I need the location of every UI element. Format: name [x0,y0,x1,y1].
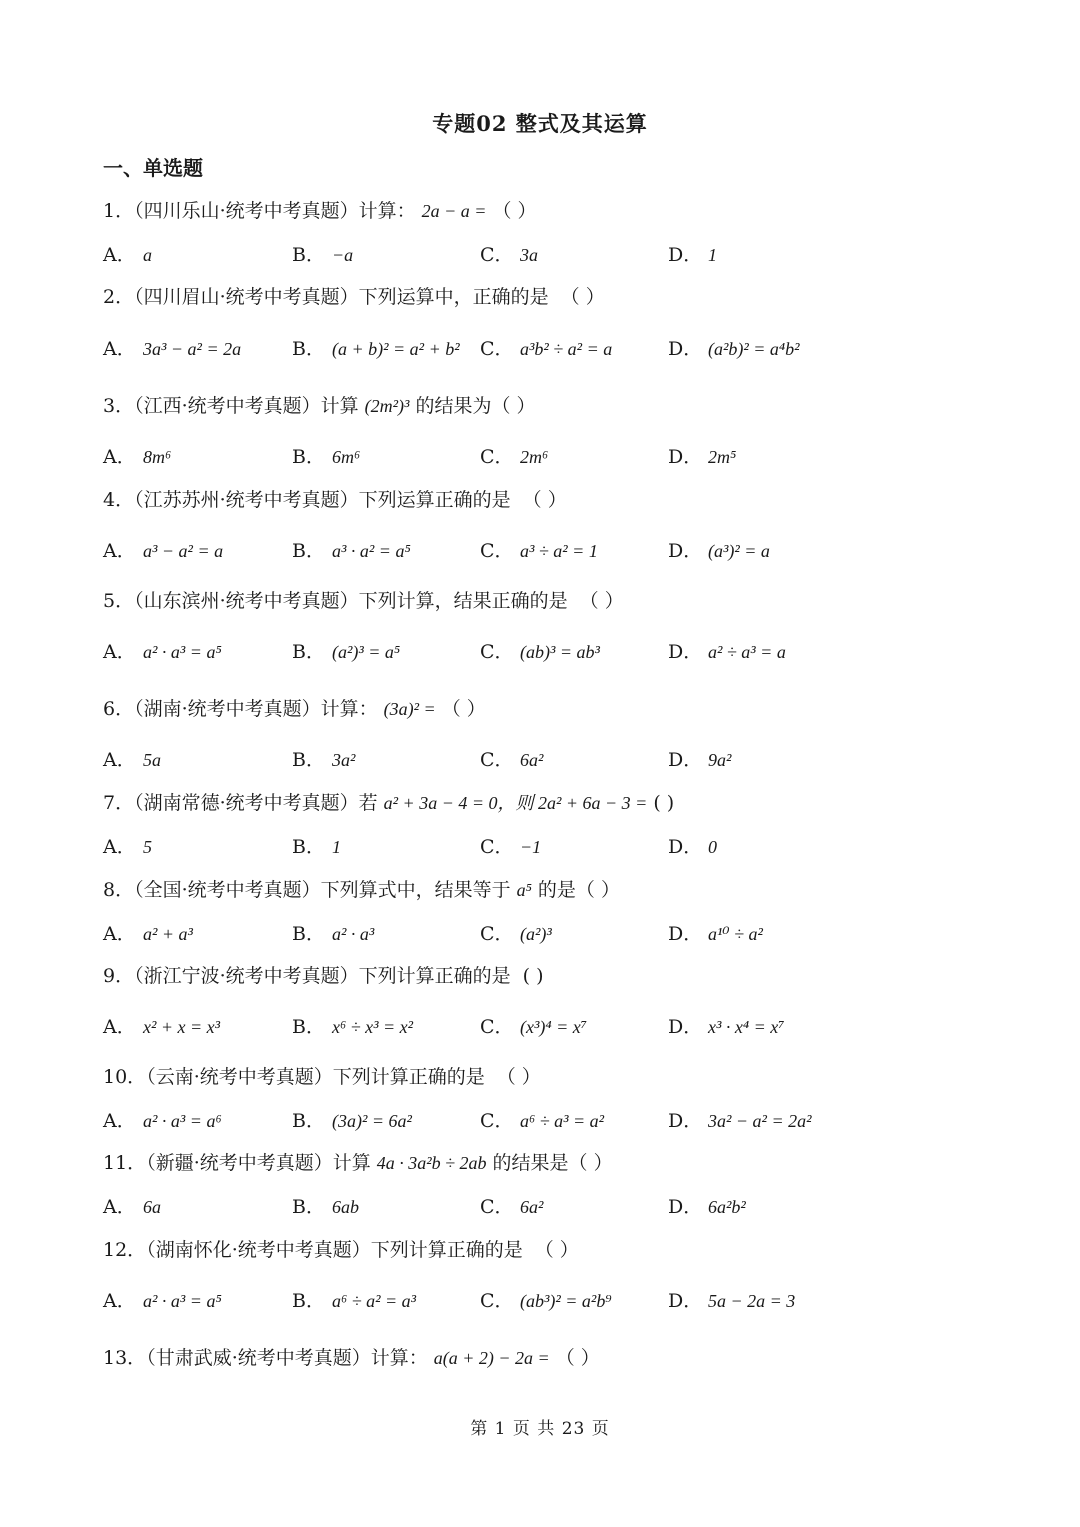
option-letter: A． [103,1016,136,1038]
question-source: （湖南常德·统考中考真题） [134,792,359,814]
option-a [103,1286,222,1316]
option-b [292,442,360,472]
option-d [668,919,763,949]
question-source: （湖南怀化·统考中考真题） [146,1239,371,1261]
question-text: 下列计算正确的是 [332,1066,485,1088]
option-letter: B． [292,446,325,468]
question-tail: ( ) [653,792,675,814]
option-expression: 6m⁶ [332,447,361,467]
option-letter: D． [668,1196,703,1218]
question-expression: 2a − a = [421,201,487,221]
options-row [103,536,1003,566]
option-d [668,1286,795,1316]
option-b [292,745,355,775]
option-c [480,919,552,949]
options-row [103,1106,1003,1136]
question-tail: 的结果为（ ） [415,395,536,417]
question-tail: （ ） [560,286,605,308]
question-text: 下列计算，结果正确的是 [358,590,568,612]
option-b [292,919,374,949]
option-expression: 3a [520,245,538,265]
option-expression: (ab)³ = ab³ [520,642,600,662]
options-row [103,637,1003,667]
question-5 [103,587,1003,615]
option-expression: a⁶ ÷ a² = a³ [332,1291,417,1311]
option-letter: A． [103,244,136,266]
question-text: 计算 [320,395,359,417]
option-a [103,832,152,862]
question-source: （甘肃武威·统考中考真题） [146,1347,371,1369]
option-a [103,1012,220,1042]
option-letter: D． [668,540,703,562]
option-b [292,334,460,364]
option-letter: B． [292,1016,325,1038]
option-c [480,832,541,862]
option-letter: A． [103,1290,136,1312]
option-expression: 9a² [708,750,732,770]
question-text: 下列运算正确的是 [358,489,511,511]
question-2 [103,283,1003,311]
option-d [668,442,736,472]
options-row [103,832,1003,862]
option-expression: 6a² [520,1197,544,1217]
option-letter: C． [480,836,514,858]
option-b [292,637,400,667]
question-text: 下列计算正确的是 [370,1239,523,1261]
page-title: 专题02 整式及其运算 [432,111,648,136]
question-tail: （ ） [555,1347,600,1369]
question-number: 3． [103,395,135,417]
option-c [480,1192,543,1222]
question-tail: ( ) [522,965,544,987]
option-letter: A． [103,749,136,771]
option-letter: C． [480,446,514,468]
option-expression: a³ ÷ a² = 1 [520,541,598,561]
option-letter: C． [480,1196,514,1218]
option-letter: D． [668,749,703,771]
option-letter: C． [480,1016,514,1038]
option-expression: 3a² − a² = 2a² [708,1111,812,1131]
option-letter: C． [480,338,514,360]
question-text: 计算： [370,1347,428,1369]
option-a [103,1106,222,1136]
option-c [480,536,598,566]
option-letter: B． [292,923,325,945]
option-expression: (a²)³ [520,924,552,944]
option-letter: C． [480,540,514,562]
question-source: （全国·统考中考真题） [134,879,321,901]
options-row [103,1012,1003,1042]
option-a [103,919,193,949]
question-number: 2． [103,286,135,308]
option-expression: (a²)³ = a⁵ [332,642,401,662]
question-7 [103,789,1003,817]
option-expression: 8m⁶ [143,447,172,467]
option-expression: (3a)² = 6a² [332,1111,412,1131]
option-expression: a¹⁰ ÷ a² [708,924,763,944]
question-tail: （ ） [534,1239,579,1261]
option-expression: (ab³)² = a²b⁹ [520,1291,612,1311]
option-b [292,1106,412,1136]
option-expression: 3a³ − a² = 2a [143,339,242,359]
option-letter: A． [103,836,136,858]
question-expression: (2m²)³ [364,396,410,416]
option-c [480,1106,604,1136]
question-number: 13． [103,1347,147,1369]
option-letter: B． [292,540,325,562]
option-b [292,1012,413,1042]
question-number: 1． [103,200,135,222]
option-expression: 6a [143,1197,161,1217]
option-expression: 3a² [332,750,356,770]
question-source: （新疆·统考中考真题） [146,1152,333,1174]
question-source: （云南·统考中考真题） [146,1066,333,1088]
option-expression: x⁶ ÷ x³ = x² [332,1017,414,1037]
option-expression: a² · a³ = a⁵ [143,1291,222,1311]
option-d [668,536,770,566]
option-a [103,442,171,472]
question-expression: a(a + 2) − 2a = [433,1348,550,1368]
option-b [292,536,411,566]
option-expression: (a²b)² = a⁴b² [708,339,800,359]
option-letter: B． [292,641,325,663]
option-expression: 5 [143,837,152,857]
option-b [292,240,353,270]
option-letter: A． [103,641,136,663]
question-expression: 4a · 3a²b ÷ 2ab [376,1153,487,1173]
option-c [480,240,538,270]
option-expression: 1 [708,245,717,265]
option-d [668,637,786,667]
question-expression: a² + 3a − 4 = 0，则 2a² + 6a − 3 = [383,793,648,813]
question-number: 10． [103,1066,147,1088]
option-letter: A． [103,1196,136,1218]
option-d [668,745,731,775]
option-expression: (a + b)² = a² + b² [332,339,460,359]
option-expression: a² · a³ = a⁵ [143,642,222,662]
option-a [103,1192,161,1222]
option-d [668,334,800,364]
option-expression: a² · a³ = a⁶ [143,1111,222,1131]
option-c [480,442,548,472]
option-a [103,745,161,775]
section-heading: 一、单选题 [103,156,203,180]
option-letter: D． [668,1110,703,1132]
option-a [103,637,222,667]
option-letter: B． [292,836,325,858]
option-expression: a³b² ÷ a² = a [520,339,613,359]
options-row [103,919,1003,949]
option-letter: C． [480,1290,514,1312]
option-d [668,1192,746,1222]
option-letter: C． [480,923,514,945]
question-tail: （ ） [496,1066,541,1088]
option-a [103,334,241,364]
option-letter: D． [668,1016,703,1038]
question-tail: （ ） [522,489,567,511]
option-expression: 5a − 2a = 3 [708,1291,796,1311]
option-letter: B． [292,244,325,266]
option-letter: A． [103,1110,136,1132]
option-expression: x³ · x⁴ = x⁷ [708,1017,785,1037]
option-a [103,240,152,270]
question-10 [103,1063,1003,1091]
options-row [103,1192,1003,1222]
question-expression: a⁵ [516,880,532,900]
option-letter: A． [103,446,136,468]
option-expression: a³ − a² = a [143,541,224,561]
option-b [292,1192,359,1222]
option-letter: D． [668,446,703,468]
option-a [103,536,223,566]
option-expression: 6a²b² [708,1197,746,1217]
question-6 [103,695,1003,723]
options-row [103,1286,1003,1316]
question-13 [103,1344,1003,1372]
question-source: （山东滨州·统考中考真题） [134,590,359,612]
option-c [480,1286,612,1316]
question-text: 若 [358,792,378,814]
question-number: 4． [103,489,135,511]
question-number: 8． [103,879,135,901]
option-expression: 2m⁵ [708,447,737,467]
question-number: 12． [103,1239,147,1261]
question-number: 6． [103,698,135,720]
option-letter: B． [292,1196,325,1218]
question-tail: （ ） [579,590,624,612]
question-11 [103,1149,1003,1177]
options-row [103,442,1003,472]
option-d [668,1012,785,1042]
question-source: （江西·统考中考真题） [134,395,321,417]
option-letter: C． [480,749,514,771]
option-letter: D． [668,836,703,858]
option-letter: B． [292,749,325,771]
option-expression: (a³)² = a [708,541,770,561]
option-letter: D． [668,244,703,266]
options-row [103,745,1003,775]
option-letter: A． [103,540,136,562]
option-c [480,745,543,775]
option-letter: D． [668,641,703,663]
question-source: （江苏苏州·统考中考真题） [134,489,359,511]
question-tail: （ ） [492,200,537,222]
option-d [668,1106,811,1136]
option-letter: B． [292,1290,325,1312]
option-expression: a⁶ ÷ a³ = a² [520,1111,605,1131]
option-expression: −a [332,245,354,265]
question-9 [103,962,1003,990]
option-b [292,832,341,862]
option-expression: a² + a³ [143,924,193,944]
option-letter: A． [103,923,136,945]
option-letter: D． [668,1290,703,1312]
question-source: （四川乐山·统考中考真题） [134,200,359,222]
question-text: 计算： [358,200,416,222]
question-number: 7． [103,792,135,814]
question-text: 下列计算正确的是 [358,965,511,987]
question-1 [103,197,1003,225]
question-3 [103,392,1003,420]
option-expression: x² + x = x³ [143,1017,221,1037]
option-expression: (x³)⁴ = x⁷ [520,1017,588,1037]
question-text: 下列算式中，结果等于 [320,879,511,901]
page-footer: 第 1 页 共 23 页 [470,1419,610,1439]
option-letter: C． [480,641,514,663]
option-expression: −1 [520,837,542,857]
option-letter: D． [668,923,703,945]
option-expression: 0 [708,837,717,857]
option-expression: a³ · a² = a⁵ [332,541,411,561]
option-expression: 1 [332,837,341,857]
option-expression: a² · a³ [332,924,375,944]
option-letter: D． [668,338,703,360]
question-source: （湖南·统考中考真题） [134,698,321,720]
question-4 [103,486,1003,514]
question-number: 11． [103,1152,147,1174]
option-letter: C． [480,1110,514,1132]
option-d [668,832,717,862]
question-tail: 的结果是（ ） [492,1152,613,1174]
option-letter: C． [480,244,514,266]
options-row [103,240,1003,270]
option-letter: B． [292,1110,325,1132]
question-source: （浙江宁波·统考中考真题） [134,965,359,987]
question-8 [103,876,1003,904]
question-source: （四川眉山·统考中考真题） [134,286,359,308]
options-row [103,334,1003,364]
option-expression: a [143,245,152,265]
option-c [480,334,612,364]
question-tail: 的是（ ） [537,879,620,901]
question-number: 5． [103,590,135,612]
question-12 [103,1236,1003,1264]
option-expression: a² ÷ a³ = a [708,642,786,662]
option-b [292,1286,416,1316]
question-text: 计算 [332,1152,371,1174]
question-expression: (3a)² = [383,699,436,719]
option-d [668,240,717,270]
question-number: 9． [103,965,135,987]
option-expression: 6a² [520,750,544,770]
question-text: 计算： [320,698,378,720]
option-letter: A． [103,338,136,360]
question-text: 下列运算中，正确的是 [358,286,549,308]
option-expression: 2m⁶ [520,447,549,467]
option-letter: B． [292,338,325,360]
option-expression: 5a [143,750,161,770]
option-c [480,1012,587,1042]
option-c [480,637,600,667]
question-tail: （ ） [441,698,486,720]
option-expression: 6ab [332,1197,359,1217]
